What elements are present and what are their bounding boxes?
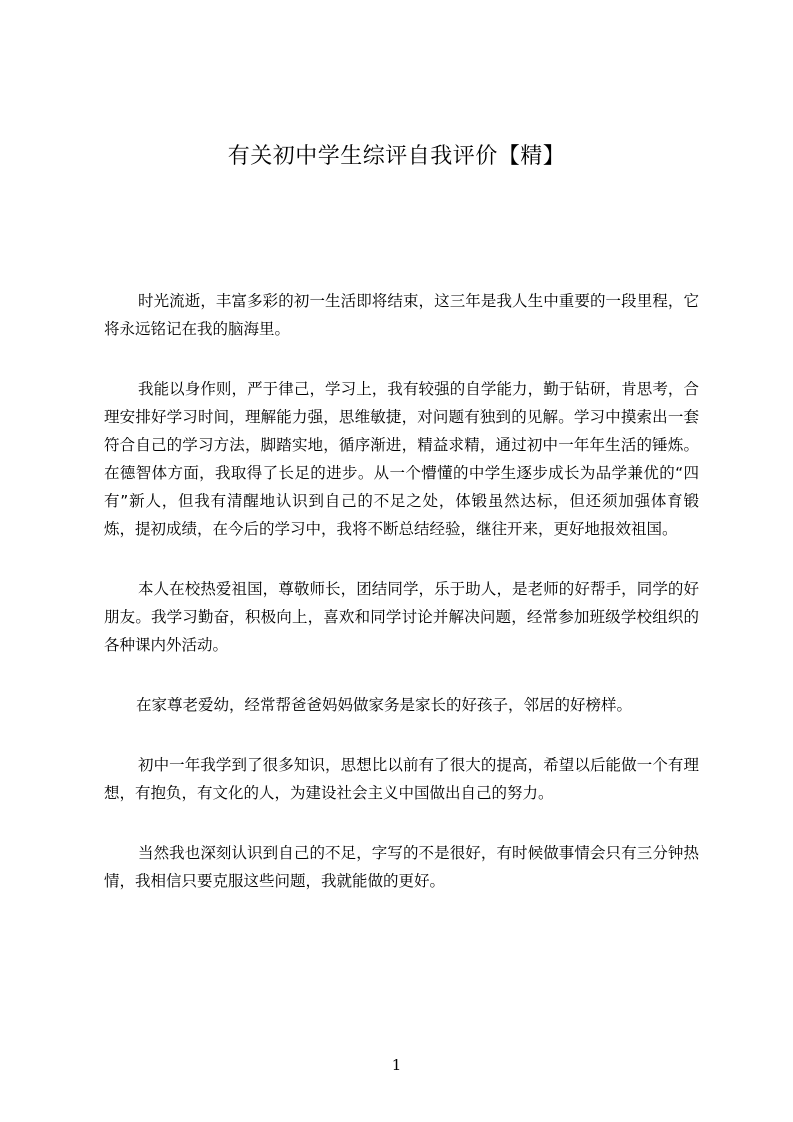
paragraph-home: 在家尊老爱幼，经常帮爸爸妈妈做家务是家长的好孩子，邻居的好榜样。 [136, 696, 633, 714]
document-title: 有关初中学生综评自我评价【精】 [227, 144, 566, 169]
paragraph-knowledge: 初中一年我学到了很多知识，思想比以前有了很大的提高，希望以后能做一个有理想，有抱负，有文化的人，为建设社会主义中国做出自己的努力。 [104, 756, 699, 802]
paragraph-study: 我能以身作则，严于律己，学习上，我有较强的自学能力，勤于钻研，肯思考，合理安排好学习时间，理解能力强，思维敏捷，对问题有独到的见解。学习中摸索出一套符合自己的学习方法，脚踏实地，循序渐进，精益求精，通过初中一年年生活的锤炼。在德智体方面，我取得了长足的进步。从一个懵懂的中学生逐步成长为品学兼优的“四有”新人，但我有清醒地认识到自己的不足之处，体锻虽然达标，但还须加强体育锻炼，提初成绩，在今后的学习中，我将不断总结经验，继往开来，更好地报效祖国。 [104, 380, 699, 538]
paragraph-intro: 时光流逝，丰富多彩的初一生活即将结束，这三年是我人生中重要的一段里程，它将永远铭记在我的脑海里。 [104, 292, 699, 338]
paragraph-shortcomings: 当然我也深刻认识到自己的不足，字写的不是很好，有时候做事情会只有三分钟热情，我相信只要克服这些问题，我就能做的更好。 [104, 844, 699, 890]
paragraph-school: 本人在校热爱祖国，尊敬师长，团结同学，乐于助人，是老师的好帮手，同学的好朋友。我学习勤奋，积极向上，喜欢和同学讨论并解决问题，经常参加班级学校组织的各种课内外活动。 [104, 580, 699, 654]
page-number: 1 [391, 1056, 402, 1074]
document-body [104, 287, 699, 927]
